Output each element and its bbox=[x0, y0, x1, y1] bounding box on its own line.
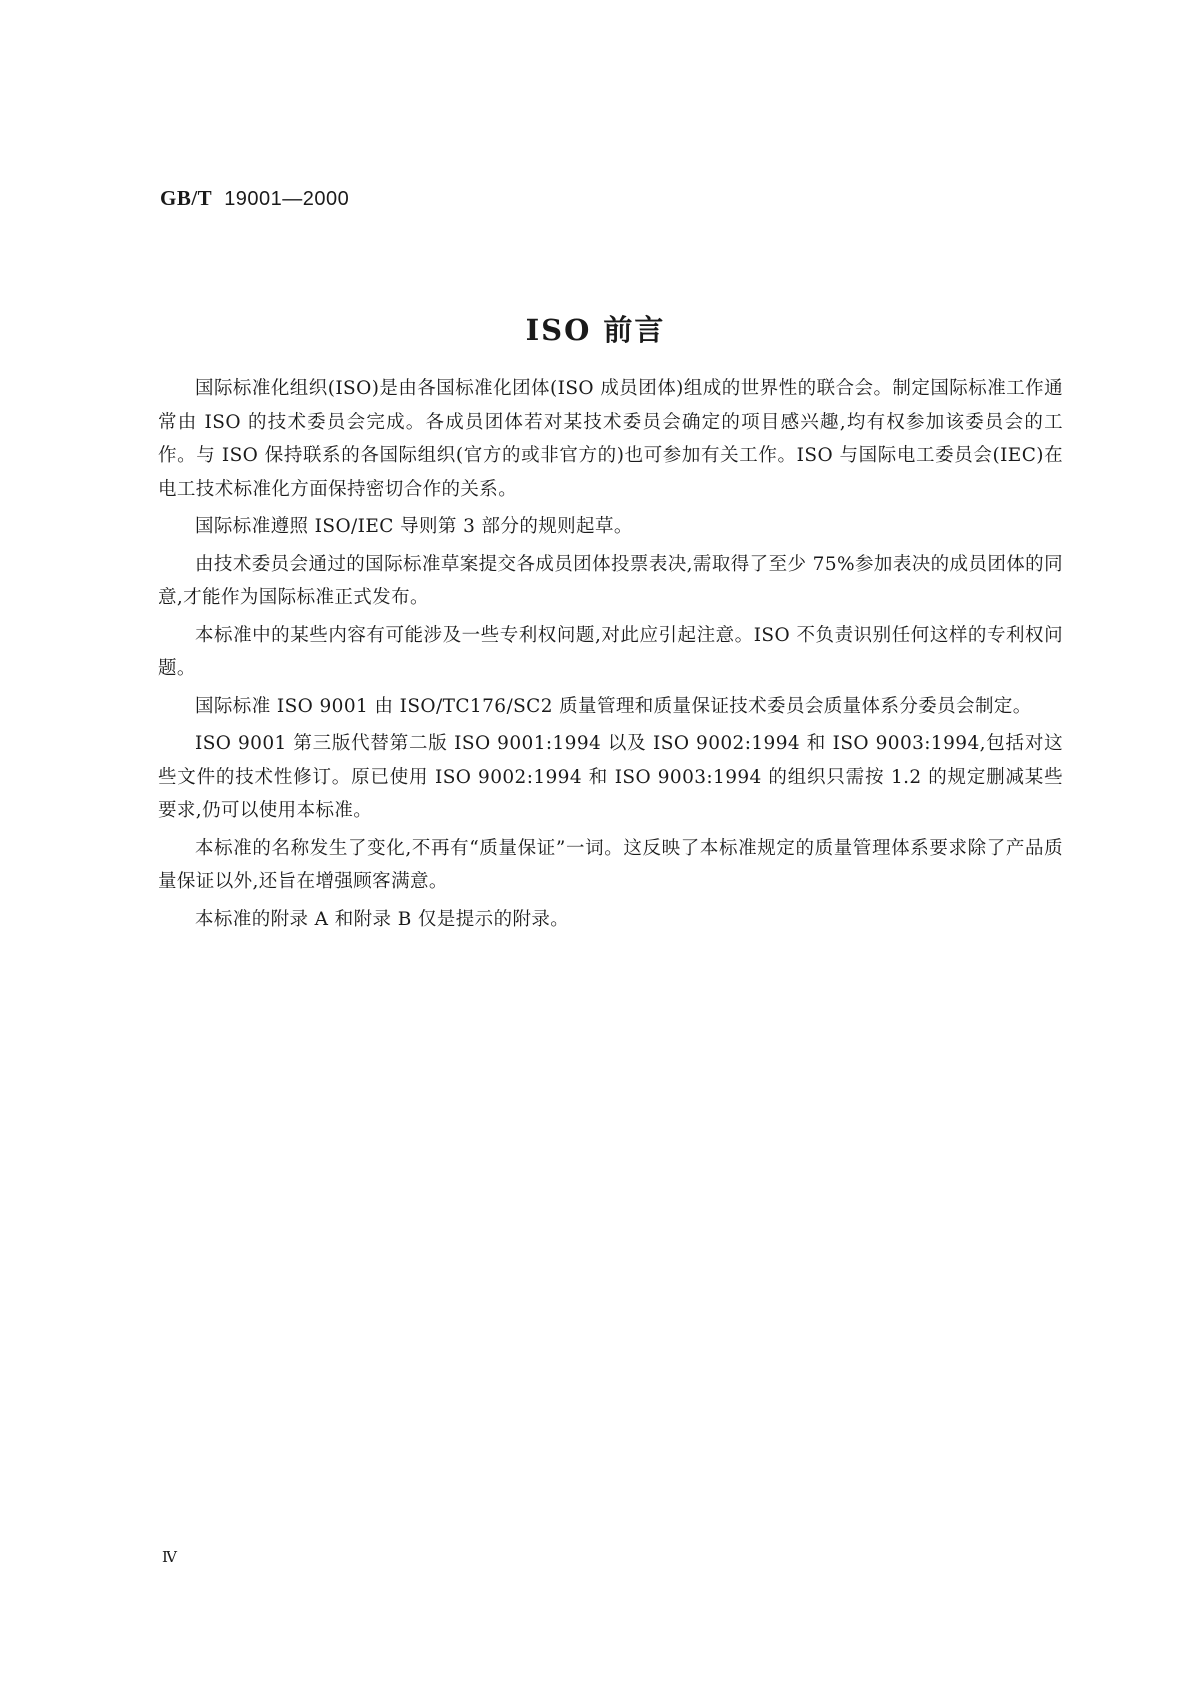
paragraph: 国际标准 ISO 9001 由 ISO/TC176/SC2 质量管理和质量保证技术委员会质量体系分委员会制定。 bbox=[195, 695, 1032, 717]
paragraph: 本标准的名称发生了变化,不再有“质量保证”一词。这反映了本标准规定的质量管理体系要求除了产品质量保证以外,还旨在增强顾客满意。 bbox=[158, 837, 1063, 892]
paragraph: 由技术委员会通过的国际标准草案提交各成员团体投票表决,需取得了至少 75%参加表决的成员团体的同意,才能作为国际标准正式发布。 bbox=[158, 553, 1063, 608]
paragraph: 本标准中的某些内容有可能涉及一些专利权问题,对此应引起注意。ISO 不负责识别任何这样的专利权问题。 bbox=[158, 624, 1063, 679]
standard-header bbox=[160, 186, 349, 211]
page-number: Ⅳ bbox=[162, 1550, 177, 1566]
body-text bbox=[158, 372, 1063, 940]
paragraph: 国际标准化组织(ISO)是由各国标准化团体(ISO 成员团体)组成的世界性的联合会。制定国际标准工作通常由 ISO 的技术委员会完成。各成员团体若对某技术委员会确定的项目感兴趣,均有权参加该委员会的工作。与 ISO 保持联系的各国际组织(官方的或非官方的)也可参加有关工作。ISO 与国际电工委员会(IEC)在电工技术标准化方面保持密切合作的关系。 bbox=[158, 378, 1063, 500]
standard-number: 19001—2000 bbox=[224, 188, 350, 210]
standard-code: GB/T bbox=[160, 186, 213, 210]
page-title: ISO 前言 bbox=[525, 313, 666, 347]
paragraph: 国际标准遵照 ISO/IEC 导则第 3 部分的规则起草。 bbox=[195, 516, 633, 537]
paragraph: 本标准的附录 A 和附录 B 仅是提示的附录。 bbox=[195, 908, 570, 930]
paragraph: ISO 9001 第三版代替第二版 ISO 9001:1994 以及 ISO 9002:1994 和 ISO 9003:1994,包括对这些文件的技术性修订。原已使用 ISO 9002:1994 和 ISO 9003:1994 的组织只需按 1.2 的规定删减某些要求,仍可以使用本标准。 bbox=[158, 733, 1063, 821]
